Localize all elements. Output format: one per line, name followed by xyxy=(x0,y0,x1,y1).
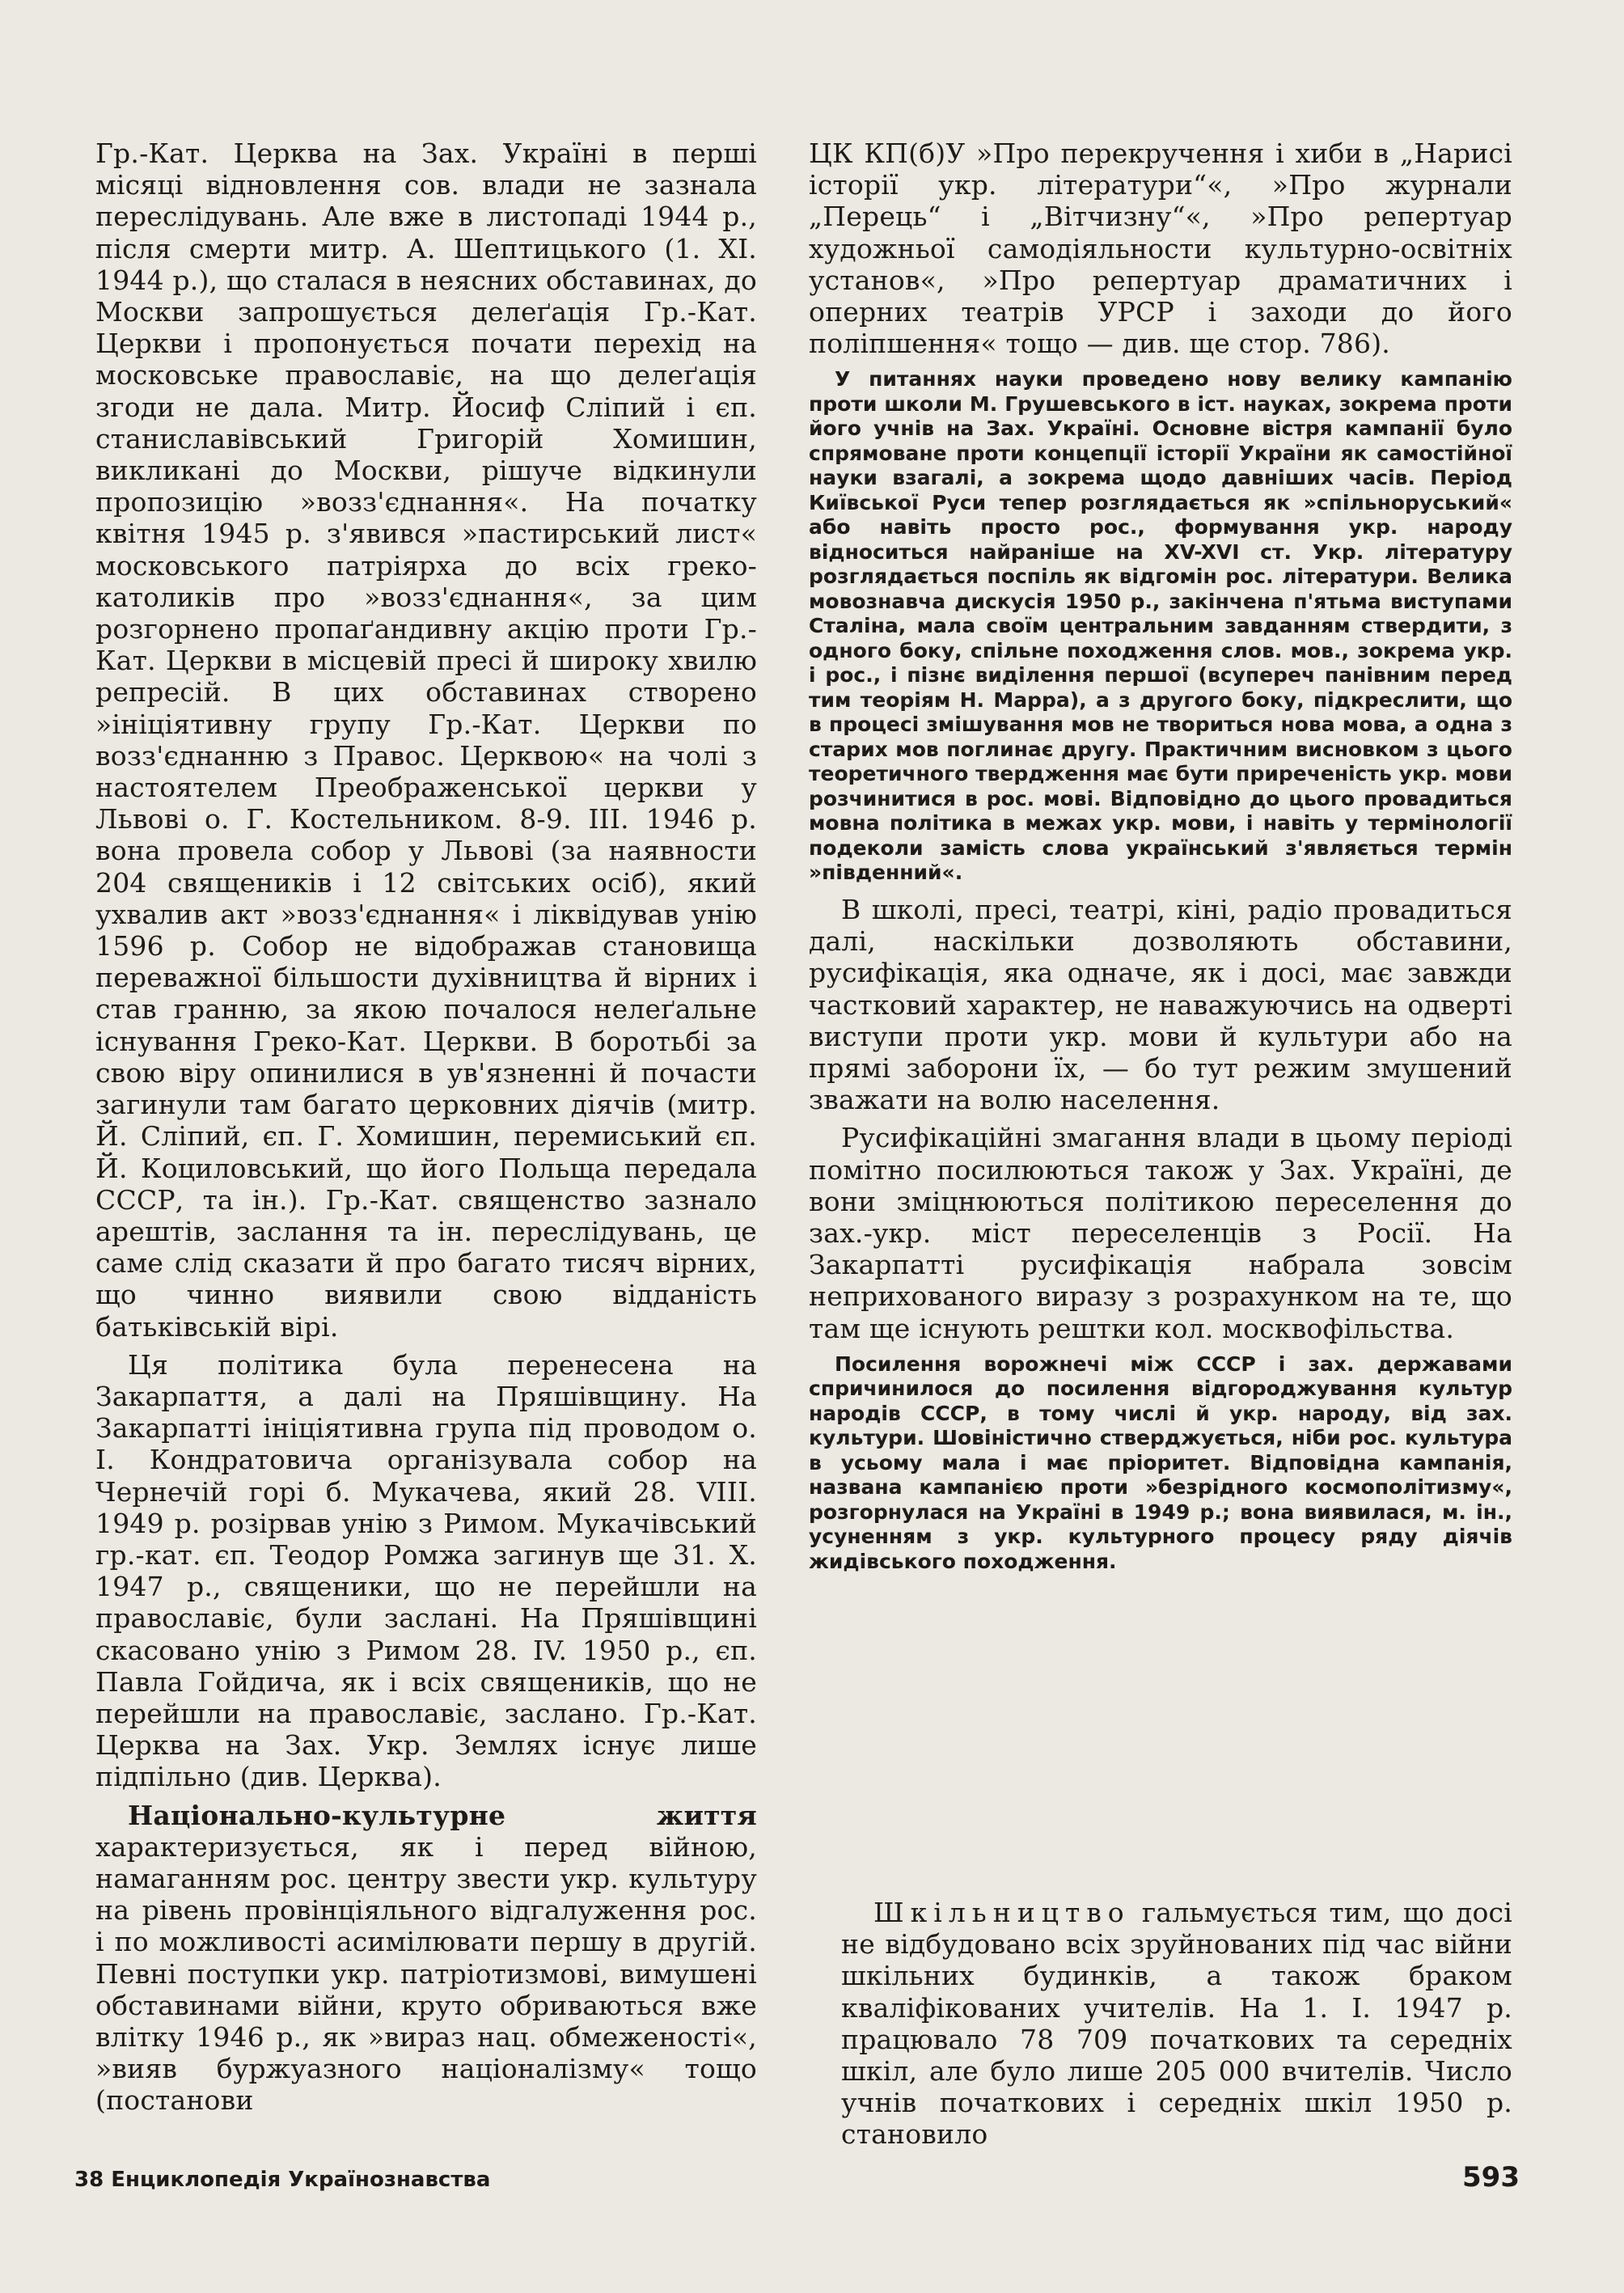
paragraph-western-ukraine: Русифікаційні змагання влади в цьому періоді помітно посилюються також у Зах. Україні, де вони зміцнюються політикою переселення до зах.-укр. міст переселенців з Росії. На Закарпатті русифікація набрала зовсім неприхованого виразу з розрахунком на те, що там ще існують рештки кол. москвофільства. xyxy=(809,1122,1512,1344)
right-column xyxy=(809,137,1512,1582)
paragraph-schooling xyxy=(841,1897,1512,2151)
paragraph-schooling-text: гальмується тим, що досі не відбудовано всіх зруйнованих під час війни шкільних будинків, а також браком кваліфікованих учителів. На 1. І. 1947 р. працювало 78 709 початкових та середніх шкіл, але було лише 205 000 вчителів. Число учнів початкових і середніх шкіл 1950 р. становило xyxy=(841,1897,1512,2151)
right-column-schooling xyxy=(841,1897,1512,2151)
paragraph-transcarpathia: Ця політика була перенесена на Закарпаття, а далі на Пряшівщину. На Закарпатті ініціятивна група під проводом о. І. Кондратовича організувала собор на Чернечій горі б. Мукачева, який 28. VIII. 1949 р. розірвав унію з Римом. Мукачівський гр.-кат. єп. Теодор Ромжа загинув ще 31. X. 1947 р., священики, що не перейшли на православіє, були заслані. На Пряшівщині скасовано унію з Римом 28. IV. 1950 р., єп. Павла Гойдича, як і всіх священиків, що не перейшли на православіє, заслано. Гр.-Кат. Церква на Зах. Укр. Землях існує лише підпільно (див. Церква). xyxy=(95,1348,757,1793)
page-number: 593 xyxy=(1462,2161,1520,2194)
footer-signature: 38 Енциклопедія Українознавства xyxy=(74,2168,491,2192)
paragraph-national-culture-text: характеризується, як і перед війною, намаганням рос. центру звести укр. культуру на рівень провінціяльного відгалуження рос. і по можливості асимілювати першу в другій. Певні поступки укр. патріотизмові, вимушені обставинами війни, круто обриваються вже влітку 1946 р., як »вираз нац. обмеженості«, »вияв буржуазного націоналізму« тощо (постанови xyxy=(95,1830,757,2117)
section-heading-national-culture: Національно-культурне життя xyxy=(128,1799,757,1831)
paragraph-church-repression: Гр.-Кат. Церква на Зах. Україні в перші місяці відновлення сов. влади не зазнала переслідувань. Але вже в листопаді 1944 р., після смерти митр. А. Шептицького (1. XI. 1944 р.), що сталася в неясних обставинах, до Москви запрошується делеґація Гр.-Кат. Церкви і пропонується почати перехід на московське православіє, на що делеґація згоди не дала. Митр. Йосиф Сліпий і єп. станиславівський Григорій Хомишин, викликані до Москви, рішуче відкинули пропозицію »возз'єднання«. На початку квітня 1945 р. з'явився »пастирський лист« московського патріярха до всіх греко-католиків про »возз'єднання«, за цим розгорнено пропаґандивну акцію проти Гр.-Кат. Церкви в місцевій пресі й широку хвилю репресій. В цих обставинах створено »ініціятивну групу Гр.-Кат. Церкви по возз'єднанню з Правос. Церквою« на чолі з настоятелем Преображенської церкви у Львові о. Г. Костельником. 8-9. III. 1946 р. вона провела собор у Львові (за наявности 204 священиків і 12 світських осіб), який ухвалив акт »возз'єднання« і ліквідував унію 1596 р. Собор не відображав становища переважної більшости духівництва й вірних і став гранню, за якою почалося нелеґальне існування Греко-Кат. Церкви. В боротьбі за свою віру опинилися в ув'язненні й почасти загинули там багато церковних діячів (митр. Й. Сліпий, єп. Г. Хомишин, перемиський єп. Й. Коциловський, що його Польща передала СССР, та ін.). Гр.-Кат. священство зазнало арештів, заслання та ін. переслідувань, це саме слід сказати й про багато тисяч вірних, що чинно виявили свою відданість батьківській вірі. xyxy=(95,137,757,1343)
section-heading-schooling: Шкільництво xyxy=(873,1897,1131,1928)
paragraph-national-culture xyxy=(95,1800,757,2117)
paragraph-cosmopolitanism: Посилення ворожнечі між СССР і зах. державами спричинилося до посилення відгороджування культур народів СССР, в тому числі й укр. народу, від зах. культури. Шовіністично стверджується, ніби рос. культура в усьому мала і має пріоритет. Відповідна кампанія, названа кампанією проти »безрідного космополітизму«, розгорнулася на Україні в 1949 р.; вона виявилася, м. ін., усуненням з укр. культурного процесу ряду діячів жидівського походження. xyxy=(809,1352,1512,1573)
paragraph-russification: В школі, пресі, театрі, кіні, радіо провадиться далі, наскільки дозволяють обставини, русифікація, яка одначе, як і досі, має завжди частковий характер, не наважуючись на одверті виступи проти укр. мови й культури або на прямі заборони їх, — бо тут режим змушений зважати на волю населення. xyxy=(809,893,1512,1116)
left-column xyxy=(95,137,757,2117)
paragraph-science-campaign: У питаннях науки проведено нову велику кампанію проти школи М. Грушевського в іст. науках, зокрема проти його учнів на Зах. Україні. Основне вістря кампанії було спрямоване проти концепції історії України як самостійної науки взагалі, а зокрема щодо давніших часів. Період Київської Руси тепер розглядається як »спільноруський« або навіть просто рос., формування укр. народу відноситься найраніше на XV-XVI ст. Укр. літературу розглядається поспіль як відгомін рос. літератури. Велика мовознавча дискусія 1950 р., закінчена п'ятьма виступами Сталіна, мала своїм центральним завданням ствердити, з одного боку, спільне походження слов. мов., зокрема укр. і рос., і пізнє виділення першої (всупереч панівним перед тим теоріям Н. Марра), а з другого боку, підкреслити, що в процесі змішування мов не твориться нова мова, а одна з старих мов поглинає другу. Практичним висновком з цього теоретичного твердження має бути приреченість укр. мови розчинитися в рос. мові. Відповідно до цього провадиться мовна політика в межах укр. мови, і навіть у термінології подеколи замість слова український з'являється термін »південний«. xyxy=(809,367,1512,885)
paragraph-cp-resolutions: ЦК КП(б)У »Про перекручення і хиби в „Нарисі історії укр. літератури“«, »Про журнали „Перець“ і „Вітчизну“«, »Про репертуар художньої самодіяльности культурно-освітніх установ«, »Про репертуар драматичних і оперних театрів УРСР і заходи до його поліпшення« тощо — див. ще стор. 786). xyxy=(809,137,1512,360)
